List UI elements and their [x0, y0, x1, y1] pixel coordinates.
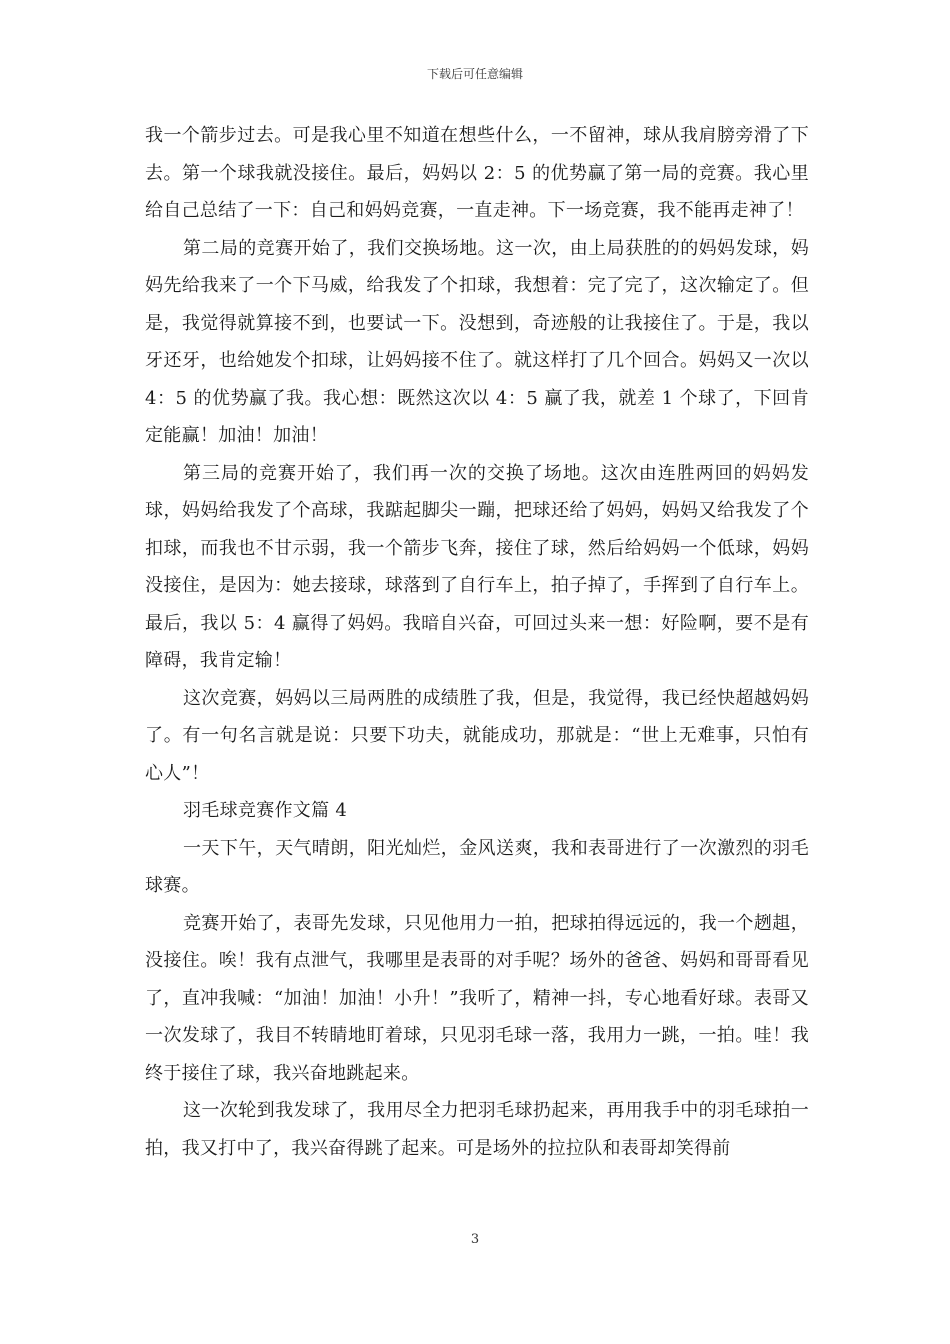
- page-header: 下载后可任意编辑: [426, 67, 523, 81]
- paragraph: 第二局的竞赛开始了，我们交换场地。这一次，由上局获胜的的妈妈发球，妈妈先给我来了一个下马威，给我发了个扣球，我想着：完了完了，这次输定了。但是，我觉得就算接不到，也要试一下。没想到，奇迹般的让我接住了。于是，我以牙还牙，也给她发个扣球，让妈妈接不住了。就这样打了几个回合。妈妈又一次以 4：5 的优势赢了我。我心想：既然这次以 4：5 赢了我，就差 1 个球了，下回肯定能赢！加油！加油！: [145, 237, 809, 446]
- paragraph: 竞赛开始了，表哥先发球，只见他用力一拍，把球拍得远远的，我一个趔趄，没接住。唉！我有点泄气，我哪里是表哥的对手呢？场外的爸爸、妈妈和哥哥看见了，直冲我喊：“加油！加油！小升！”我听了，精神一抖，专心地看好球。表哥又一次发球了，我目不转睛地盯着球，只见羽毛球一落，我用力一跳，一拍。哇！我终于接住了球，我兴奋地跳起来。: [145, 912, 809, 1084]
- paragraph: 这次竞赛，妈妈以三局两胜的成绩胜了我，但是，我觉得，我已经快超越妈妈了。有一句名言就是说：只要下功夫，就能成功，那就是：“世上无难事，只怕有心人”！: [145, 687, 809, 784]
- document-body: [145, 117, 809, 1167]
- paragraph: 一天下午，天气晴朗，阳光灿烂，金风送爽，我和表哥进行了一次激烈的羽毛球赛。: [145, 837, 809, 896]
- paragraph: 第三局的竞赛开始了，我们再一次的交换了场地。这次由连胜两回的妈妈发球，妈妈给我发了个高球，我踮起脚尖一蹦，把球还给了妈妈，妈妈又给我发了个扣球，而我也不甘示弱，我一个箭步飞奔，接住了球，然后给妈妈一个低球，妈妈没接住，是因为：她去接球，球落到了自行车上，拍子掉了，手挥到了自行车上。最后，我以 5：4 赢得了妈妈。我暗自兴奋，可回过头来一想：好险啊，要不是有障碍，我肯定输！: [145, 462, 809, 671]
- paragraph-continued: 我一个箭步过去。可是我心里不知道在想些什么，一不留神，球从我肩膀旁滑了下去。第一个球我就没接住。最后，妈妈以 2：5 的优势赢了第一局的竞赛。我心里给自己总结了一下：自己和妈妈竞赛，一直走神。下一场竞赛，我不能再走神了！: [145, 125, 809, 221]
- paragraph: 这一次轮到我发球了，我用尽全力把羽毛球扔起来，再用我手中的羽毛球拍一拍，我又打中了，我兴奋得跳了起来。可是场外的拉拉队和表哥却笑得前: [145, 1100, 809, 1159]
- section-heading: 羽毛球竞赛作文篇 4: [183, 800, 348, 821]
- page-number: 3: [470, 1232, 480, 1247]
